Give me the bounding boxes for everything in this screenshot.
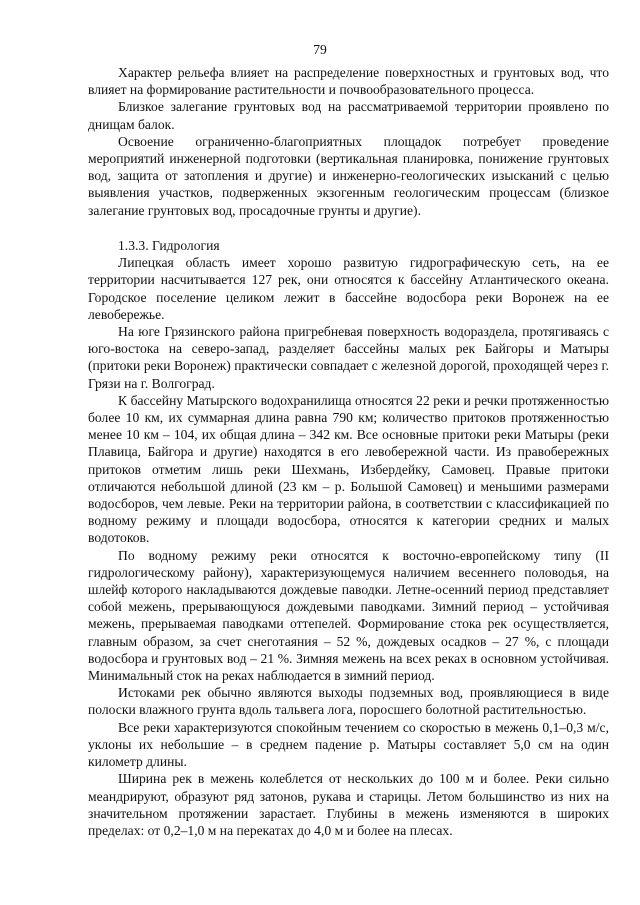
paragraph: Все реки характеризуются спокойным течением со скоростью в межень 0,1–0,3 м/с, уклоны их небольшие – в среднем падение р. Матыры составляет 5,0 см на один километр длины. bbox=[88, 719, 609, 770]
paragraph: По водному режиму реки относятся к восточно-европейскому типу (II гидрологическому району), характеризующемуся наличием весеннего половодья, на шлейф которого накладываются дождевые паводки. Летне-осенний период представляет собой межень, прерывающуюся дождевыми паводками. Зимний период – устойчивая межень, прерываемая паводками оттепелей. Формирование стока рек осуществляется, главным образом, за счет снеготаяния – 52 %, дождевых осадков – 27 %, с площади водосбора и грунтовых вод – 21 %. Зимняя межень на всех реках в основном устойчивая. Минимальный сток на реках наблюдается в зимний период. bbox=[88, 547, 609, 684]
paragraph: Липецкая область имеет хорошо развитую гидрографическую сеть, на ее территории насчитывается 127 рек, они относятся к бассейну Атлантического океана. Городское поселение целиком лежит в бассейне водосбора реки Воронеж на ее левобережье. bbox=[88, 255, 609, 322]
paragraph: Характер рельефа влияет на распределение поверхностных и грунтовых вод, что влияет на формирование растительности и почвообразовательного процесса. bbox=[88, 65, 609, 98]
text-block-intro bbox=[88, 64, 609, 219]
paragraph: На юге Грязинского района пригребневая поверхность водораздела, протягиваясь с юго-востока на северо-запад, разделяет бассейны малых рек Байгоры и Матыры (притоки реки Воронеж) практически совпадает с железной дорогой, проходящей через г. Грязи на г. Волгоград. bbox=[88, 324, 609, 391]
page-number: 79 bbox=[313, 42, 327, 57]
paragraph: К бассейну Матырского водохранилища относятся 22 реки и речки протяженностью более 10 км, их суммарная длина равна 790 км; количество притоков протяженностью менее 10 км – 104, их общая длина – 342 км. Все основные притоки реки Матыры (реки Плавица, Байгора и другие) находятся в его левобережной части. Из правобережных притоков отметим лишь реки Шехмань, Избердейку, Самовец. Правые притоки отличаются небольшой длиной (23 км – р. Большой Самовец) и меньшими размерами водосборов, чем левые. Реки на территории района, в соответствии с классификацией по водному режиму и площади водосбора, относятся к категории средних и малых водотоков. bbox=[88, 392, 609, 546]
paragraph: Истоками рек обычно являются выходы подземных вод, проявляющиеся в виде полоски влажного грунта вдоль тальвега лога, поросшего болотной растительностью. bbox=[88, 685, 609, 718]
section-heading: 1.3.3. Гидрология bbox=[118, 238, 220, 253]
paragraph: Освоение ограниченно-благоприятных площадок потребует проведение мероприятий инженерной подготовки (вертикальная планировка, понижение грунтовых вод, защита от затопления и другие) и инженерно-геологических изысканий с целью выявления участков, подверженных экзогенным геологическим процессам (близкое залегание грунтовых вод, просадочные грунты и другие). bbox=[88, 133, 609, 218]
paragraph: Ширина рек в межень колеблется от нескольких до 100 м и более. Реки сильно меандрируют, образуют ряд затонов, рукава и старицы. Летом большинство из них на значительном протяжении зарастает. Глубины в межень изменяются в широких пределах: от 0,2–1,0 м на перекатах до 4,0 м и более на плесах. bbox=[88, 771, 609, 838]
text-block-hydrology bbox=[88, 237, 609, 839]
paragraph: Близкое залегание грунтовых вод на рассматриваемой территории проявлено по днищам балок. bbox=[88, 99, 609, 132]
